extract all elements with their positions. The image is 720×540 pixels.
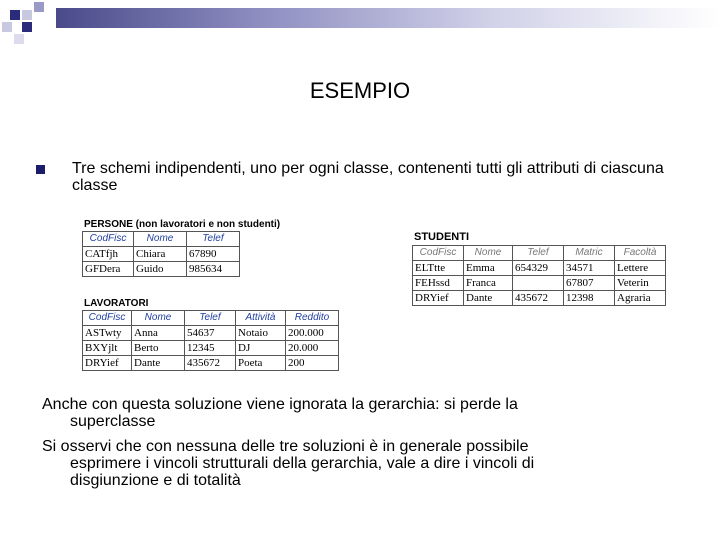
corner-square-2 <box>22 10 32 20</box>
table-row <box>413 291 666 306</box>
table-cell: 985634 <box>187 262 240 277</box>
studenti-table <box>412 245 666 306</box>
persone-caption: PERSONE (non lavoratori e non studenti) <box>84 219 281 230</box>
table-row <box>83 247 240 262</box>
title-bar-decoration <box>56 8 720 28</box>
table-cell: 435672 <box>185 356 236 371</box>
persone-table <box>82 231 240 277</box>
corner-square-1 <box>10 10 20 20</box>
table-cell: Franca <box>464 276 513 291</box>
table-cell: ASTwty <box>83 326 132 341</box>
table-cell: Anna <box>132 326 185 341</box>
table-header-row <box>83 232 240 247</box>
table-cell: DRYief <box>413 291 464 306</box>
corner-square-3 <box>34 2 44 12</box>
table-row <box>413 261 666 276</box>
corner-square-5 <box>22 22 32 32</box>
paragraph-line: disgiunzione e di totalità <box>70 472 241 489</box>
table-cell: Agraria <box>615 291 666 306</box>
table-cell: 654329 <box>513 261 564 276</box>
column-header: Nome <box>134 232 187 247</box>
bullet-text: Tre schemi indipendenti, uno per ogni classe, contenenti tutti gli attributi di ciascuna classe <box>72 160 664 194</box>
table-cell: BXYjlt <box>83 341 132 356</box>
paragraph-superclasse <box>42 396 682 430</box>
table-row <box>83 341 339 356</box>
table-cell: Dante <box>132 356 185 371</box>
table-cell: 12345 <box>185 341 236 356</box>
table-cell: Notaio <box>236 326 286 341</box>
table-cell: 12398 <box>564 291 615 306</box>
table-cell: GFDera <box>83 262 134 277</box>
corner-square-4 <box>2 22 12 32</box>
lavoratori-table <box>82 310 339 371</box>
table-cell: 54637 <box>185 326 236 341</box>
column-header: Matric <box>564 246 615 261</box>
slide-title: ESEMPIO <box>309 78 411 103</box>
table-cell: DRYief <box>83 356 132 371</box>
table-cell: 34571 <box>564 261 615 276</box>
table-row <box>83 262 240 277</box>
table-cell: 200.000 <box>286 326 339 341</box>
table-cell <box>513 276 564 291</box>
square-bullet-icon <box>36 165 45 174</box>
column-header: CodFisc <box>83 311 132 326</box>
table-cell: Guido <box>134 262 187 277</box>
column-header: Telef <box>187 232 240 247</box>
column-header: Telef <box>513 246 564 261</box>
table-header-row <box>413 246 666 261</box>
table-cell: DJ <box>236 341 286 356</box>
table-row <box>413 276 666 291</box>
paragraph-line: esprimere i vincoli strutturali della gerarchia, vale a dire i vincoli di <box>70 455 535 472</box>
table-header-row <box>83 311 339 326</box>
column-header: Nome <box>132 311 185 326</box>
column-header: CodFisc <box>83 232 134 247</box>
table-cell: 200 <box>286 356 339 371</box>
table-row <box>83 326 339 341</box>
paragraph-line: Anche con questa soluzione viene ignorata la gerarchia: si perde la <box>42 396 518 413</box>
table-cell: FEHssd <box>413 276 464 291</box>
table-cell: 435672 <box>513 291 564 306</box>
table-cell: Lettere <box>615 261 666 276</box>
table-cell: Poeta <box>236 356 286 371</box>
column-header: Nome <box>464 246 513 261</box>
paragraph-line: Si osservi che con nessuna delle tre soluzioni è in generale possibile <box>42 438 529 455</box>
table-cell: 20.000 <box>286 341 339 356</box>
column-header: CodFisc <box>413 246 464 261</box>
table-cell: Veterin <box>615 276 666 291</box>
lavoratori-caption: LAVORATORI <box>84 298 149 309</box>
table-cell: Dante <box>464 291 513 306</box>
table-row <box>83 356 339 371</box>
column-header: Reddito <box>286 311 339 326</box>
table-cell: Chiara <box>134 247 187 262</box>
corner-square-6 <box>14 34 24 44</box>
column-header: Attività <box>236 311 286 326</box>
column-header: Telef <box>185 311 236 326</box>
paragraph-line: superclasse <box>70 413 156 430</box>
table-cell: Berto <box>132 341 185 356</box>
table-cell: 67807 <box>564 276 615 291</box>
table-cell: Emma <box>464 261 513 276</box>
table-cell: 67890 <box>187 247 240 262</box>
table-cell: ELTtte <box>413 261 464 276</box>
table-cell: CATfjh <box>83 247 134 262</box>
column-header: Facoltà <box>615 246 666 261</box>
studenti-caption: STUDENTI <box>414 231 469 243</box>
paragraph-vincoli <box>42 438 682 489</box>
